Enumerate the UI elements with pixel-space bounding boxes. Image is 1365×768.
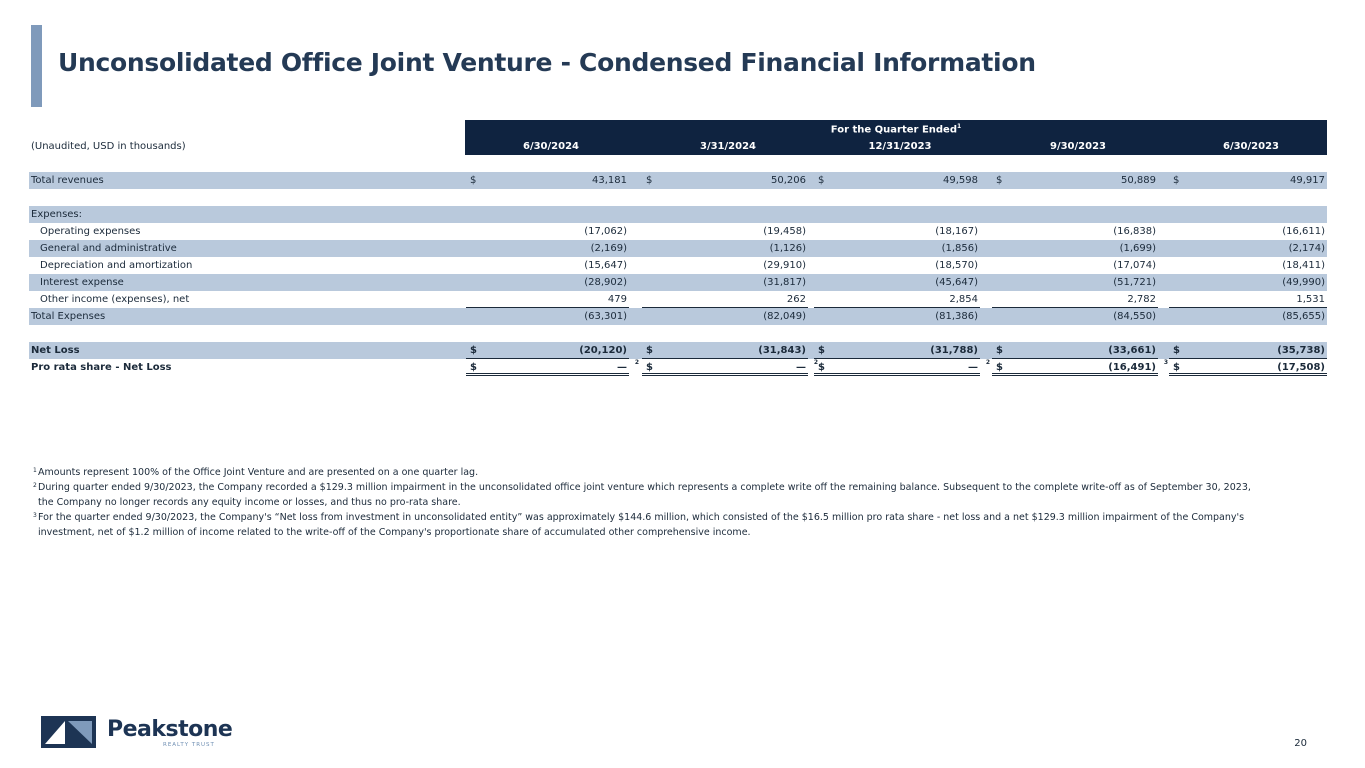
table-cell: (2,174) — [1288, 243, 1325, 254]
table-cell: (17,062) — [584, 226, 627, 237]
table-row — [29, 291, 1327, 308]
currency-symbol: $ — [470, 345, 477, 356]
table-cell: 1,531 — [1296, 294, 1325, 305]
table-cell: (1,856) — [941, 243, 978, 254]
logo-subtitle: REALTY TRUST — [163, 742, 215, 748]
table-cell: (17,508) — [1277, 362, 1325, 373]
table-cell: 2,782 — [1127, 294, 1156, 305]
table-cell: (20,120) — [579, 345, 627, 356]
footnote-text: Amounts represent 100% of the Office Joint Venture and are presented on a one quarter lag. — [38, 467, 479, 478]
page-number: 20 — [1294, 738, 1307, 749]
currency-symbol: $ — [646, 345, 653, 356]
table-cell: (15,647) — [584, 260, 627, 271]
table-row-expenses-header — [29, 206, 1327, 223]
page-title: Unconsolidated Office Joint Venture - Condensed Financial Information — [58, 48, 1036, 77]
table-cell: (18,570) — [935, 260, 978, 271]
table-cell: 50,206 — [771, 175, 806, 186]
column-header-date: 12/31/2023 — [868, 141, 932, 152]
row-label: Other income (expenses), net — [40, 294, 190, 305]
table-cell: — — [796, 362, 806, 373]
row-label: Interest expense — [40, 277, 124, 288]
table-cell: 43,181 — [592, 175, 627, 186]
table-cell: (33,661) — [1108, 345, 1156, 356]
row-label: Pro rata share - Net Loss — [31, 362, 172, 373]
table-cell: (84,550) — [1113, 311, 1156, 322]
financial-table — [29, 120, 1327, 376]
table-cell: (35,738) — [1277, 345, 1325, 356]
table-cell: (31,788) — [930, 345, 978, 356]
currency-symbol: $ — [1173, 345, 1180, 356]
group-header-footnote-mark: 1 — [957, 123, 962, 130]
units-label: (Unaudited, USD in thousands) — [31, 141, 186, 152]
table-cell: 49,917 — [1290, 175, 1325, 186]
currency-symbol: $ — [996, 345, 1003, 356]
table-column-header — [29, 137, 1327, 155]
title-accent-bar — [31, 25, 42, 107]
footnote-text: During quarter ended 9/30/2023, the Company recorded a $129.3 million impairment in the unconsolidated office joint venture which represents a complete write off the remaining balance. Subsequent to the complete write-off as of September 30, 2023, the Company no longer records any equity income or losses, and thus no pro-rata share. — [38, 482, 1251, 508]
currency-symbol: $ — [1173, 175, 1180, 186]
footnote — [33, 480, 1263, 510]
currency-symbol: $ — [996, 175, 1003, 186]
footnote-mark: 2 — [634, 359, 639, 366]
column-header-date: 6/30/2023 — [1222, 141, 1279, 152]
table-cell: 49,598 — [943, 175, 978, 186]
footnote-mark: 2 — [33, 482, 37, 489]
row-label: Total revenues — [31, 175, 104, 186]
table-cell: 479 — [607, 294, 627, 305]
footnote — [33, 510, 1263, 540]
row-label: Depreciation and amortization — [40, 260, 193, 271]
table-cell: (16,611) — [1282, 226, 1325, 237]
table-cell: (49,990) — [1282, 277, 1325, 288]
table-cell: (28,902) — [584, 277, 627, 288]
footnote-text: For the quarter ended 9/30/2023, the Company's “Net loss from investment in unconsolidated entity” was approximately $144.6 million, which consisted of the $16.5 million pro rata share - net loss and a net $129.3 million impairment of the Company's investment, net of $1.2 million of income related to the write-off of the Company's proportionate share of accumulated other comprehensive income. — [38, 512, 1245, 538]
row-label: Expenses: — [31, 209, 83, 220]
table-cell: 50,889 — [1121, 175, 1156, 186]
currency-symbol: $ — [646, 362, 653, 373]
currency-symbol: $ — [818, 362, 825, 373]
table-cell: (19,458) — [763, 226, 806, 237]
column-header-date: 6/30/2024 — [522, 141, 579, 152]
group-header-label: For the Quarter Ended — [830, 124, 957, 136]
logo-name: Peakstone — [107, 717, 233, 742]
footnotes — [33, 465, 1263, 540]
currency-symbol: $ — [1173, 362, 1180, 373]
table-row — [29, 223, 1327, 240]
table-row — [29, 257, 1327, 274]
table-row-pro-rata — [29, 359, 1327, 376]
table-cell: (81,386) — [935, 311, 978, 322]
footnote — [33, 465, 1263, 480]
footnote-mark: 3 — [1163, 359, 1168, 366]
column-header-date: 3/31/2024 — [699, 141, 756, 152]
row-label: Total Expenses — [31, 311, 106, 322]
currency-symbol: $ — [470, 175, 477, 186]
table-group-header — [29, 120, 1327, 137]
footnote-mark: 2 — [985, 359, 990, 366]
table-row — [29, 274, 1327, 291]
table-cell: (63,301) — [584, 311, 627, 322]
table-row-net-loss — [29, 342, 1327, 359]
table-cell: — — [617, 362, 627, 373]
table-cell: (17,074) — [1113, 260, 1156, 271]
table-cell: (1,126) — [769, 243, 806, 254]
company-logo — [41, 716, 231, 750]
table-cell: (18,411) — [1282, 260, 1325, 271]
table-cell: (45,647) — [935, 277, 978, 288]
footnote-mark: 2 — [813, 359, 818, 366]
currency-symbol: $ — [996, 362, 1003, 373]
table-cell: (85,655) — [1282, 311, 1325, 322]
table-row-total-revenues — [29, 172, 1327, 189]
row-label: Net Loss — [31, 345, 80, 356]
table-cell: 262 — [786, 294, 806, 305]
table-cell: (2,169) — [590, 243, 627, 254]
table-row-total-expenses — [29, 308, 1327, 325]
table-cell: (18,167) — [935, 226, 978, 237]
footnote-mark: 1 — [33, 467, 37, 474]
table-cell: (1,699) — [1119, 243, 1156, 254]
table-cell: (82,049) — [763, 311, 806, 322]
table-cell: (31,817) — [763, 277, 806, 288]
currency-symbol: $ — [470, 362, 477, 373]
table-cell: (16,491) — [1108, 362, 1156, 373]
currency-symbol: $ — [818, 175, 825, 186]
row-label: Operating expenses — [40, 226, 141, 237]
table-cell: (31,843) — [758, 345, 806, 356]
row-label: General and administrative — [40, 243, 177, 254]
column-header-date: 9/30/2023 — [1049, 141, 1106, 152]
table-cell: (51,721) — [1113, 277, 1156, 288]
table-cell: 2,854 — [949, 294, 978, 305]
table-cell: (16,838) — [1113, 226, 1156, 237]
currency-symbol: $ — [818, 345, 825, 356]
footnote-mark: 3 — [33, 512, 37, 519]
table-row — [29, 240, 1327, 257]
table-cell: — — [968, 362, 978, 373]
peak-logo-icon — [41, 716, 96, 748]
table-cell: (29,910) — [763, 260, 806, 271]
currency-symbol: $ — [646, 175, 653, 186]
